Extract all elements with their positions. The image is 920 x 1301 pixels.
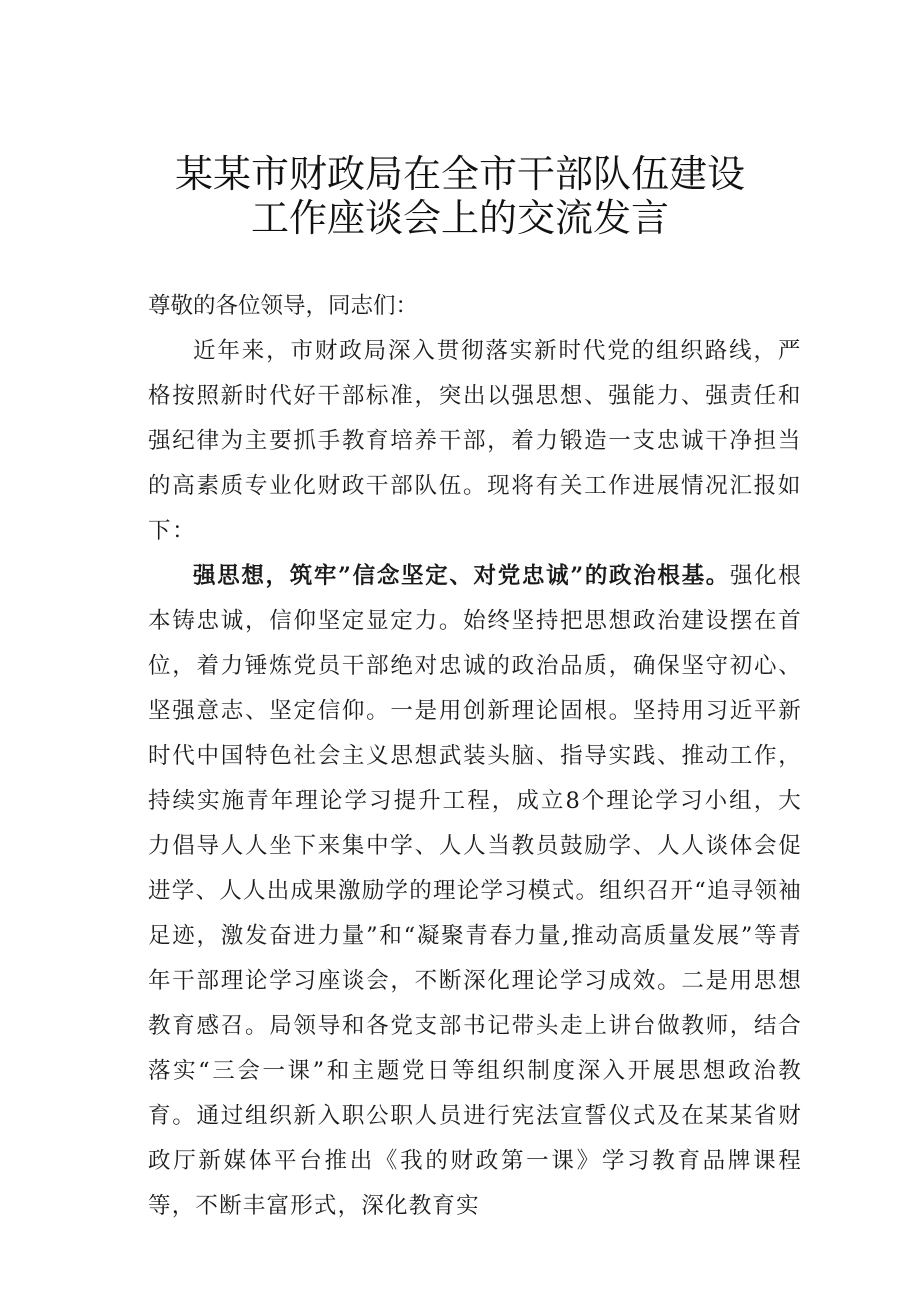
title-line-2: 工作座谈会上的交流发言 <box>250 196 669 240</box>
salutation: 尊敬的各位领导，同志们： <box>148 293 419 319</box>
document-title <box>120 152 800 240</box>
paragraph-body-text: 强化根本铸忠诚，信仰坚定显定力。始终坚持把思想政治建设摆在首位，着力锤炼党员干部绝对忠诚的政治品质，确保坚守初心、坚强意志、坚定信仰。一是用创新理论固根。坚持用习近平新时代中国特色社会主义思想武装头脑、指导实践、推动工作，持续实施青年理论学习提升工程，成立8个理论学习小组，大力倡导人人坐下来集中学、人人当教员鼓励学、人人谈体会促进学、人人出成果激励学的理论学习模式。组织召开“追寻领袖足迹，激发奋进力量”和“凝聚青春力量,推动高质量发展”等青年干部理论学习座谈会，不断深化理论学习成效。二是用思想教育感召。局领导和各党支部书记带头走上讲台做教师，结合落实“三会一课”和主题党日等组织制度深入开展思想政治教育。通过组织新入职公职人员进行宪法宣誓仪式及在某某省财政厅新媒体平台推出《我的财政第一课》学习教育品牌课程等，不断丰富形式，深化教育实 <box>148 563 802 1219</box>
paragraph-strengthen-thought <box>148 554 802 1229</box>
paragraph-intro: 近年来，市财政局深入贯彻落实新时代党的组织路线，严格按照新时代好干部标准，突出以强思想、强能力、强责任和强纪律为主要抓手教育培养干部，着力锻造一支忠诚干净担当的高素质专业化财政干部队伍。现将有关工作进展情况汇报如下： <box>148 338 802 544</box>
paragraph-lead-heading: 强思想，筑牢”信念坚定、对党忠诚”的政治根基。 <box>193 563 730 589</box>
document-body <box>148 284 802 1229</box>
title-line-1: 某某市财政局在全市干部队伍建设 <box>174 152 745 196</box>
